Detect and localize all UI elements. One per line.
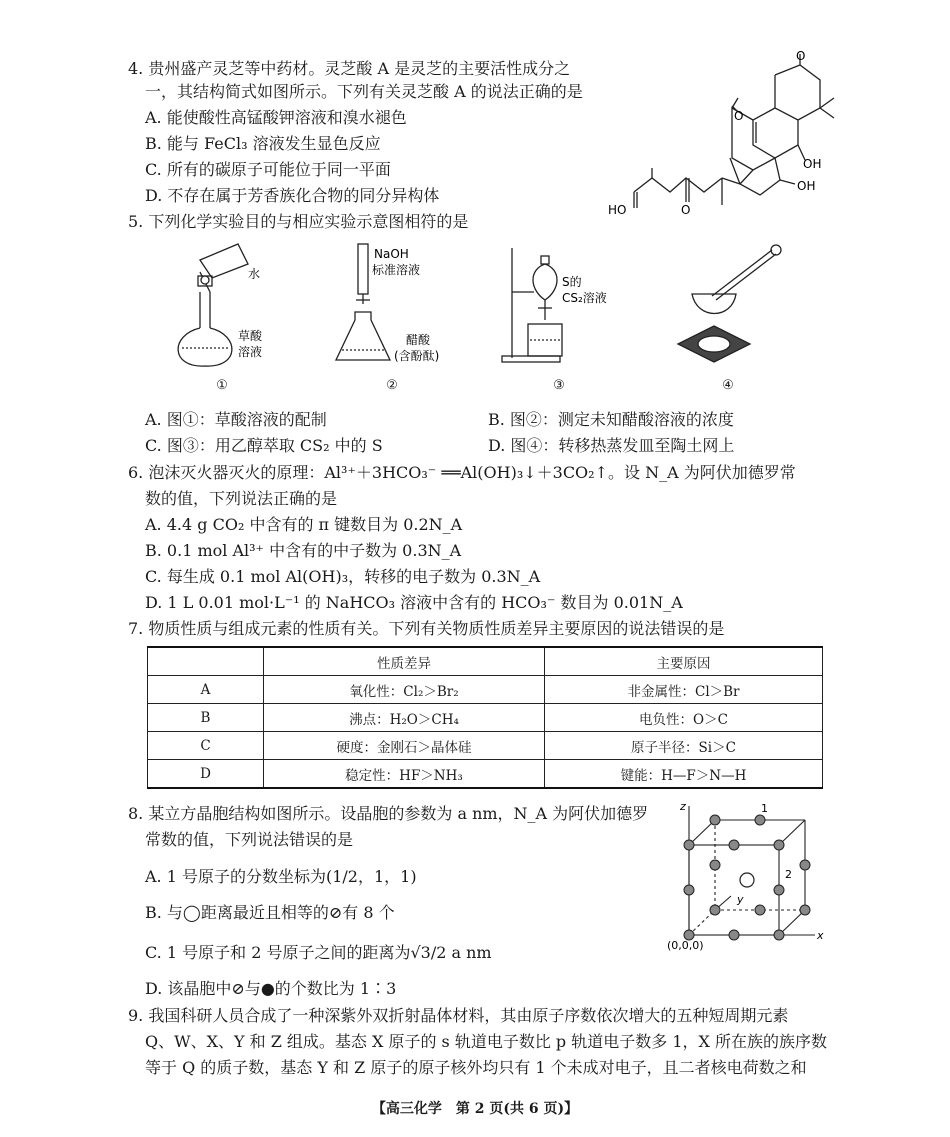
row-c-reason: 原子半径：Si＞C	[545, 732, 823, 760]
figure-2-titration	[330, 240, 460, 370]
fig1-solution-label2: 溶液	[238, 345, 263, 359]
hydroxyl-lower: OH	[797, 179, 816, 193]
q5-option-d: D. 图④：转移热蒸发皿至陶土网上	[488, 436, 735, 455]
fig1-water-label: 水	[248, 267, 261, 281]
figure-3-separatory-funnel	[500, 240, 630, 370]
q6-option-c: C. 每生成 0.1 mol Al(OH)₃，转移的电子数为 0.3N_A	[145, 567, 541, 586]
q4-option-a: A. 能使酸性高锰酸钾溶液和溴水褪色	[145, 108, 407, 127]
row-a-reason: 非金属性：Cl＞Br	[545, 676, 823, 704]
q6-option-b: B. 0.1 mol Al³⁺ 中含有的中子数为 0.3N_A	[145, 541, 462, 560]
ketone-o-chain: O	[681, 203, 691, 217]
axis-y-label: y	[737, 893, 744, 906]
q5-option-b: B. 图②：测定未知醋酸溶液的浓度	[488, 410, 734, 429]
q9-stem-line1: 9. 我国科研人员合成了一种深紫外双折射晶体材料，其由原子序数依次增大的五种短周期元素	[128, 1006, 789, 1025]
fig2-reagent-label2: 标准溶液	[372, 263, 421, 277]
atom-2-label: 2	[785, 868, 792, 881]
hydroxyl-right: OH	[803, 157, 822, 171]
q4-stem-line1: 4. 贵州盛产灵芝等中药材。灵芝酸 A 是灵芝的主要活性成分之	[128, 59, 571, 78]
fig1-solution-label1: 草酸	[238, 329, 263, 343]
axis-z-label: z	[680, 800, 686, 813]
figure-4-evaporating-dish	[672, 240, 802, 370]
row-c-label: C	[148, 732, 264, 760]
fig2-number: ②	[386, 378, 398, 393]
table-header-row	[148, 647, 823, 676]
fig3-number: ③	[553, 378, 565, 393]
table-row	[148, 760, 823, 789]
ganoderic-acid-structure	[608, 49, 840, 225]
q4-option-c: C. 所有的碳原子可能位于同一平面	[145, 160, 391, 179]
axis-x-label: x	[817, 929, 824, 942]
ketone-o-ring: O	[734, 109, 744, 123]
q8-stem-line2: 常数的值，下列说法错误的是	[145, 830, 354, 849]
row-c-property: 硬度：金刚石＞晶体硅	[264, 732, 545, 760]
row-d-property: 稳定性：HF＞NH₃	[264, 760, 545, 789]
q4-option-b: B. 能与 FeCl₃ 溶液发生显色反应	[145, 134, 381, 153]
q8-option-d: D. 该晶胞中⊘与●的个数比为 1∶3	[145, 979, 397, 998]
origin-label: (0,0,0)	[667, 939, 704, 952]
row-b-property: 沸点：H₂O＞CH₄	[264, 704, 545, 732]
row-a-property: 氧化性：Cl₂＞Br₂	[264, 676, 545, 704]
q6-option-a: A. 4.4 g CO₂ 中含有的 π 键数目为 0.2N_A	[145, 515, 463, 534]
q8-stem-line1: 8. 某立方晶胞结构如图所示。设晶胞的参数为 a nm，N_A 为阿伏加德罗	[128, 804, 649, 823]
q6-stem-line1: 6. 泡沫灭火器灭火的原理：Al³⁺＋3HCO₃⁻ ══Al(OH)₃↓＋3CO₂↑。设 N_A 为阿伏加德罗常	[128, 463, 796, 482]
fig3-label1: S的	[562, 275, 582, 289]
q9-stem-line2: Q、W、X、Y 和 Z 组成。基态 X 原子的 s 轨道电子数比 p 轨道电子数多 1，X 所在族的族序数	[145, 1032, 827, 1051]
q5-option-a: A. 图①：草酸溶液的配制	[145, 410, 327, 429]
atom-1-label: 1	[761, 802, 768, 815]
header-property-difference: 性质差异	[264, 647, 545, 676]
q4-stem-line2: 一，其结构简式如图所示。下列有关灵芝酸 A 的说法正确的是	[145, 82, 583, 101]
table-row	[148, 676, 823, 704]
fig3-label2: CS₂溶液	[562, 291, 607, 305]
row-b-reason: 电负性：O＞C	[545, 704, 823, 732]
q7-table	[147, 646, 823, 789]
q5-option-c: C. 图③：用乙醇萃取 CS₂ 中的 S	[145, 436, 383, 455]
fig4-number: ④	[722, 378, 734, 393]
page-footer: 【高三化学 第 2 页(共 6 页)】	[371, 1101, 579, 1117]
carboxyl-ho: HO	[608, 203, 627, 217]
fig2-reagent-label1: NaOH	[374, 247, 409, 261]
q8-option-a: A. 1 号原子的分数坐标为(1/2，1，1)	[145, 867, 417, 886]
q4-option-d: D. 不存在属于芳香族化合物的同分异构体	[145, 186, 440, 205]
q5-stem: 5. 下列化学实验目的与相应实验示意图相符的是	[128, 212, 469, 231]
fig2-acid-label2: (含酚酞)	[394, 349, 440, 363]
row-a-label: A	[148, 676, 264, 704]
figure-1-flask	[160, 240, 290, 370]
table-row	[148, 732, 823, 760]
header-main-reason: 主要原因	[545, 647, 823, 676]
row-b-label: B	[148, 704, 264, 732]
fig2-acid-label1: 醋酸	[406, 333, 431, 347]
q6-stem-line2: 数的值，下列说法正确的是	[145, 489, 338, 508]
q6-option-d: D. 1 L 0.01 mol·L⁻¹ 的 NaHCO₃ 溶液中含有的 HCO₃⁻ 数目为 0.01N_A	[145, 593, 683, 612]
ketone-o-top: O	[796, 49, 806, 63]
fig1-number: ①	[216, 378, 228, 393]
crystal-cell-figure	[665, 800, 835, 950]
row-d-label: D	[148, 760, 264, 789]
q8-option-b: B. 与◯距离最近且相等的⊘有 8 个	[145, 903, 395, 922]
header-option	[148, 647, 264, 676]
row-d-reason: 键能：H—F＞N—H	[545, 760, 823, 789]
table-row	[148, 704, 823, 732]
q7-stem: 7. 物质性质与组成元素的性质有关。下列有关物质性质差异主要原因的说法错误的是	[128, 619, 725, 638]
q9-stem-line3: 等于 Q 的质子数，基态 Y 和 Z 原子的原子核外均只有 1 个未成对电子，且二者核电荷数之和	[145, 1058, 807, 1077]
q8-option-c: C. 1 号原子和 2 号原子之间的距离为√3/2 a nm	[145, 943, 492, 962]
